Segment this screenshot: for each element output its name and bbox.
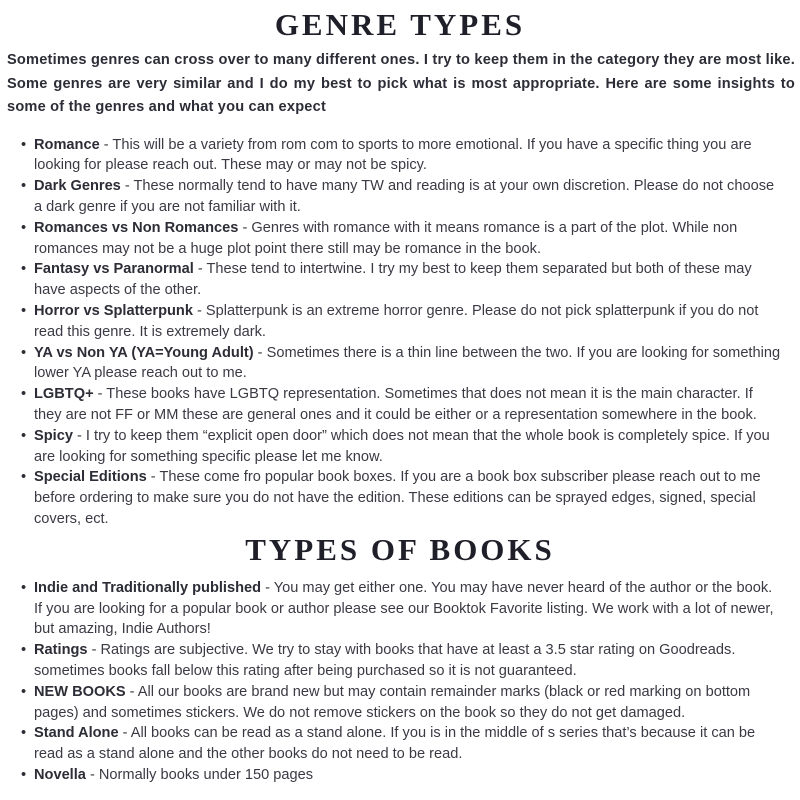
list-item <box>21 578 784 640</box>
books-list <box>0 578 800 786</box>
bullet-icon: • <box>21 386 27 403</box>
entry-body <box>34 218 784 260</box>
entry-label: Indie and Traditionally published <box>34 579 262 596</box>
entry-body <box>34 384 784 426</box>
entry-text: - Sometimes there is a thin line between the two. If you are looking for something lower YA please reach out to me. <box>34 344 781 382</box>
entry-label: Spicy <box>34 427 73 444</box>
entry-body <box>34 640 784 682</box>
entry-body <box>34 426 784 468</box>
list-item <box>21 640 784 682</box>
bullet-icon: • <box>21 344 27 361</box>
entry-text: - These books have LGBTQ representation. Sometimes that does not mean it is the main character. If they are not FF or MM these are general ones and it could be either or a representation somewhere in the book. <box>34 386 757 423</box>
entry-label: Novella <box>34 767 86 783</box>
genre-list <box>0 135 800 530</box>
bullet-icon: • <box>21 136 27 153</box>
entry-body <box>34 723 784 765</box>
entry-label: Stand Alone <box>34 725 119 742</box>
list-item <box>21 426 784 468</box>
bullet-icon: • <box>21 261 27 278</box>
list-item <box>21 176 784 218</box>
entry-text: - Genres with romance with it means romance is a part of the plot. While non romances may not be a huge plot point there still may be romance in the book. <box>34 219 738 257</box>
bullet-icon: • <box>21 579 27 596</box>
entry-label: Ratings <box>34 642 88 659</box>
list-item <box>21 765 784 786</box>
genre-intro-paragraph: Sometimes genres can cross over to many different ones. I try to keep them in the category they are most like. Some genres are very similar and I do my best to pick what is most appropriate. Here are some insights to some of the genres and what you can expect <box>7 52 795 116</box>
entry-text: - Ratings are subjective. We try to stay with books that have at least a 3.5 star rating on Goodreads. sometimes books fall below this rating after being purchased so it is not guaranteed. <box>34 642 736 680</box>
entry-text: - These come fro popular book boxes. If you are a book box subscriber please reach out to me before ordering to make sure you do not have the edition. These editions can be sprayed edges, signed, special covers, ect. <box>34 469 761 527</box>
list-item <box>21 682 784 724</box>
bullet-icon: • <box>21 427 27 444</box>
entry-body <box>34 682 784 724</box>
entry-text: - Splatterpunk is an extreme horror genre. Please do not pick splatterpunk if you do not read this genre. It is extremely dark. <box>34 302 759 340</box>
entry-body <box>34 343 784 385</box>
types-of-books-title: TYPES OF BOOKS <box>245 531 555 567</box>
entry-body <box>34 176 784 218</box>
bullet-icon: • <box>21 725 27 742</box>
genre-types-title: GENRE TYPES <box>274 7 526 42</box>
entry-text: - All our books are brand new but may contain remainder marks (black or red marking on bottom pages) and sometimes stickers. We do not remove stickers on the book so they do not get damaged. <box>34 683 751 721</box>
list-item <box>21 723 784 765</box>
entry-label: Fantasy vs Paranormal <box>34 261 194 278</box>
bullet-icon: • <box>21 642 27 659</box>
entry-body <box>34 765 784 786</box>
bullet-icon: • <box>21 219 27 236</box>
bullet-icon: • <box>21 302 27 319</box>
list-item <box>21 301 784 343</box>
bullet-icon: • <box>21 469 27 486</box>
entry-text: - These tend to intertwine. I try my best to keep them separated but both of these may have aspects of the other. <box>34 261 752 299</box>
entry-label: Dark Genres <box>34 178 121 195</box>
entry-label: YA vs Non YA (YA=Young Adult) <box>34 344 254 361</box>
entry-body <box>34 578 784 640</box>
bullet-icon: • <box>21 767 27 783</box>
entry-body <box>34 259 784 301</box>
list-item <box>21 218 784 260</box>
entry-label: Romances vs Non Romances <box>34 219 239 236</box>
entry-text: - These normally tend to have many TW and reading is at your own discretion. Please do not choose a dark genre if you are not familiar with it. <box>34 178 775 215</box>
entry-text: - You may get either one. You may have never heard of the author or the book. If you are looking for a popular book or author please see our Booktok Favorite listing. We work with a lot of newer, but amazing, Indie Authors! <box>34 579 774 638</box>
entry-label: NEW BOOKS <box>34 683 126 700</box>
entry-text: - I try to keep them “explicit open door” which does not mean that the whole book is completely spice. If you are looking for something specific please let me know. <box>34 427 770 465</box>
entry-label: Special Editions <box>34 469 147 486</box>
entry-text: - Normally books under 150 pages <box>85 767 314 783</box>
entry-body <box>34 301 784 343</box>
entry-label: Romance <box>34 136 100 153</box>
list-item <box>21 343 784 385</box>
bullet-icon: • <box>21 178 27 195</box>
bullet-icon: • <box>21 683 27 700</box>
entry-label: LGBTQ+ <box>34 386 94 403</box>
list-item <box>21 259 784 301</box>
list-item <box>21 135 784 177</box>
entry-body <box>34 467 784 529</box>
entry-text: - This will be a variety from rom com to sports to more emotional. If you have a specific thing you are looking for please reach out. These may or may not be spicy. <box>34 136 752 174</box>
list-item <box>21 467 784 529</box>
entry-body <box>34 135 784 177</box>
entry-text: - All books can be read as a stand alone. If you is in the middle of s series that’s because it can be read as a stand alone and the other books do not need to be read. <box>34 725 756 763</box>
list-item <box>21 384 784 426</box>
entry-label: Horror vs Splatterpunk <box>34 302 193 319</box>
